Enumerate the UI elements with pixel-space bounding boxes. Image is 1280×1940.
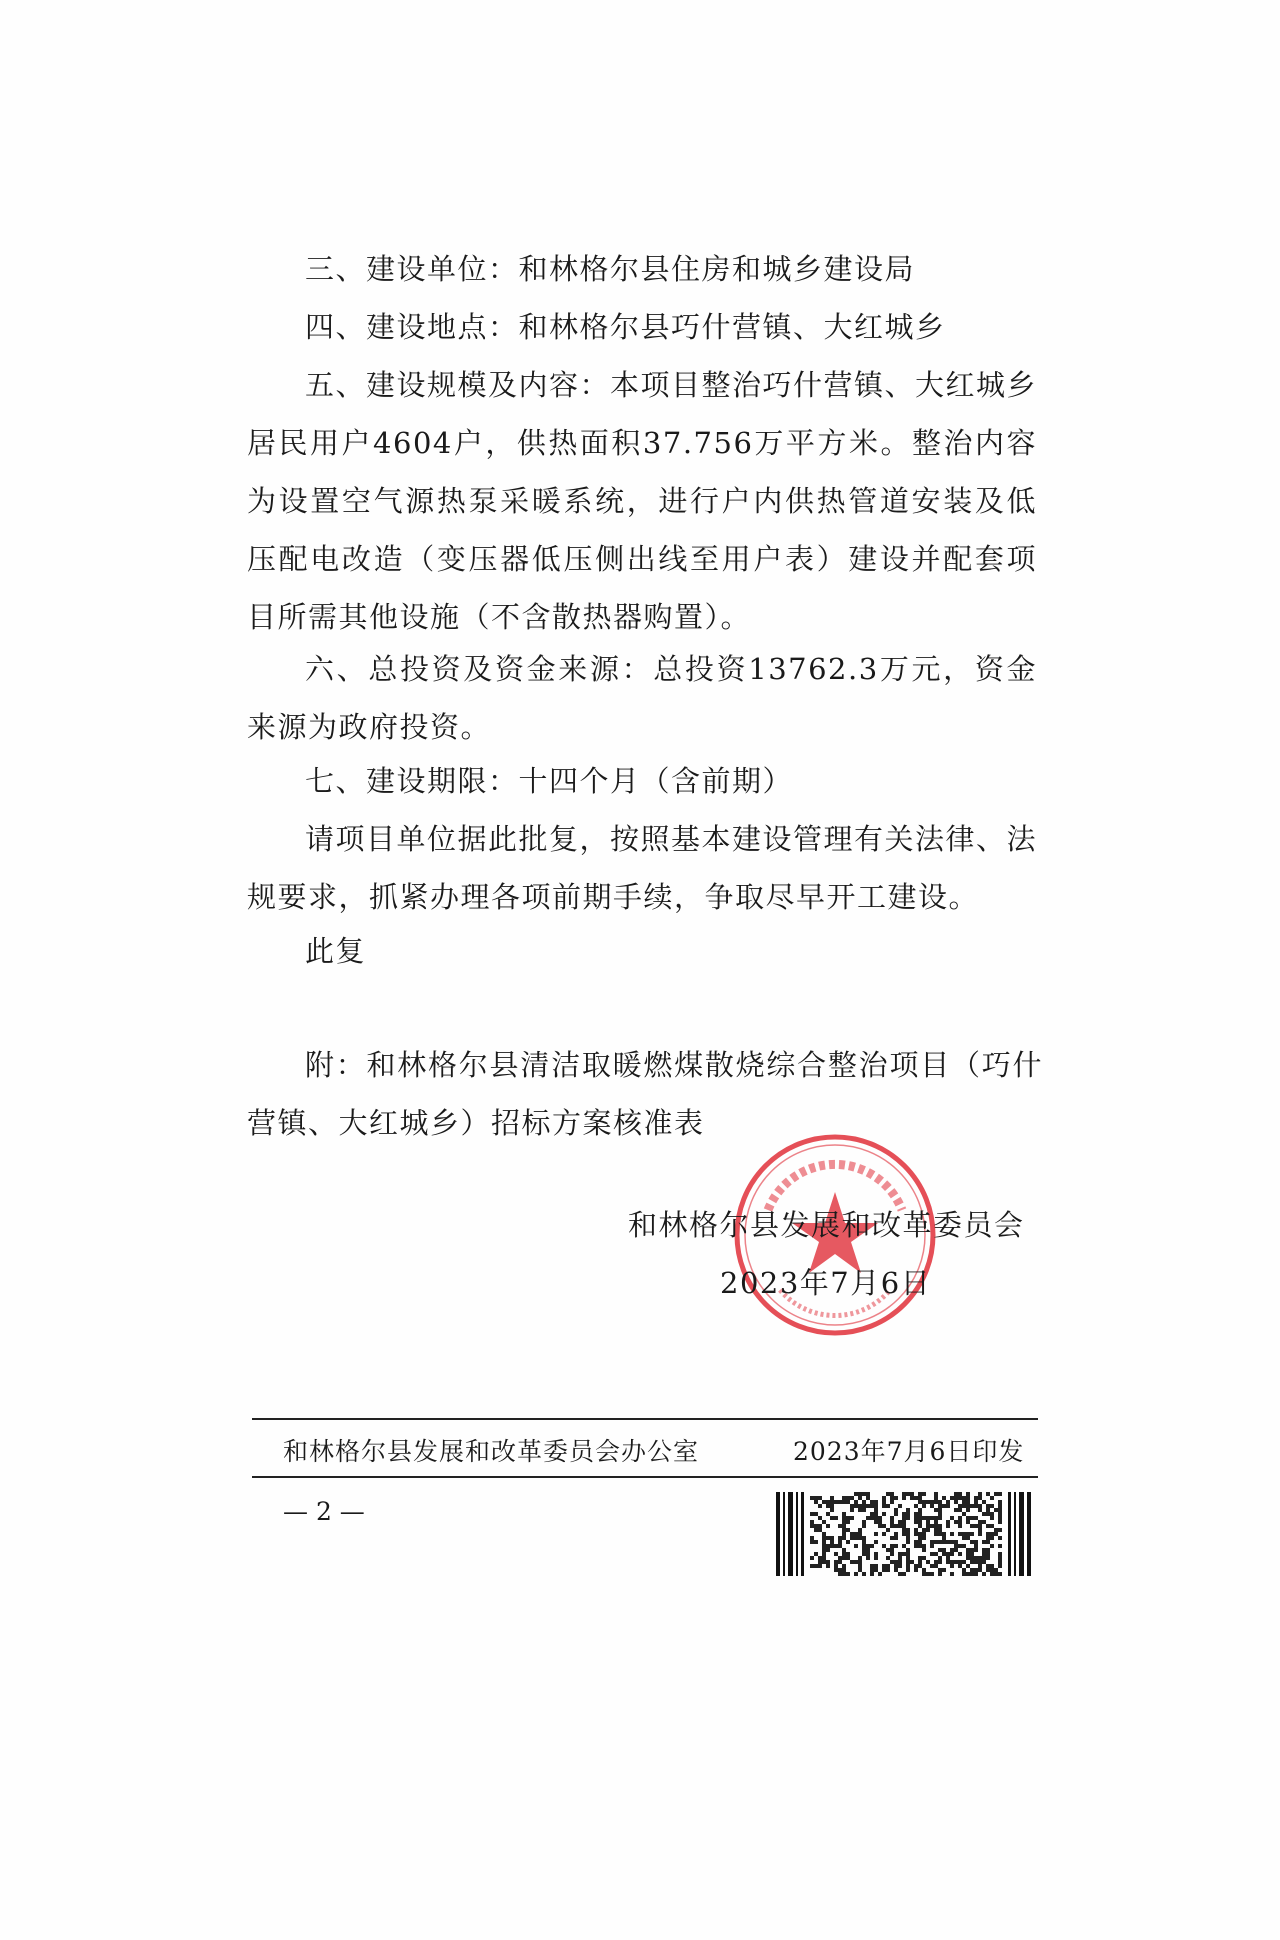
- paragraph-scale-content: 五、建设规模及内容：本项目整治巧什营镇、大红城乡居民用户4604户，供热面积37.756万平方米。整治内容为设置空气源热泵采暖系统，进行户内供热管道安装及低压配电改造（变压器低压侧出线至用户表）建设并配套项目所需其他设施（不含散热器购置）。: [247, 368, 1038, 634]
- paragraph-period: 七、建设期限：十四个月（含前期）: [305, 764, 794, 798]
- signature-organization: 和林格尔县发展和改革委员会: [628, 1208, 1025, 1242]
- signature-date: 2023年7月6日: [720, 1266, 932, 1300]
- footer-top-rule: [252, 1418, 1038, 1420]
- paragraph-attachment: 附：和林格尔县清洁取暖燃煤散烧综合整治项目（巧什营镇、大红城乡）招标方案核准表: [247, 1048, 1043, 1140]
- paragraph-construction-site: 四、建设地点：和林格尔县巧什营镇、大红城乡: [305, 310, 946, 344]
- paragraph-closing: 此复: [305, 934, 367, 968]
- footer-bottom-rule: [252, 1476, 1038, 1478]
- paragraph-instruction: 请项目单位据此批复，按照基本建设管理有关法律、法规要求，抓紧办理各项前期手续，争取尽早开工建设。: [247, 822, 1038, 914]
- paragraph-construction-unit: 三、建设单位：和林格尔县住房和城乡建设局: [305, 252, 916, 286]
- footer-issued-date: 2023年7月6日印发: [793, 1437, 1025, 1466]
- page-number: — 2 —: [283, 1497, 365, 1526]
- paragraph-investment: 六、总投资及资金来源：总投资13762.3万元，资金来源为政府投资。: [247, 652, 1037, 744]
- barcode-icon: [776, 1492, 1032, 1576]
- footer-office: 和林格尔县发展和改革委员会办公室: [283, 1437, 700, 1466]
